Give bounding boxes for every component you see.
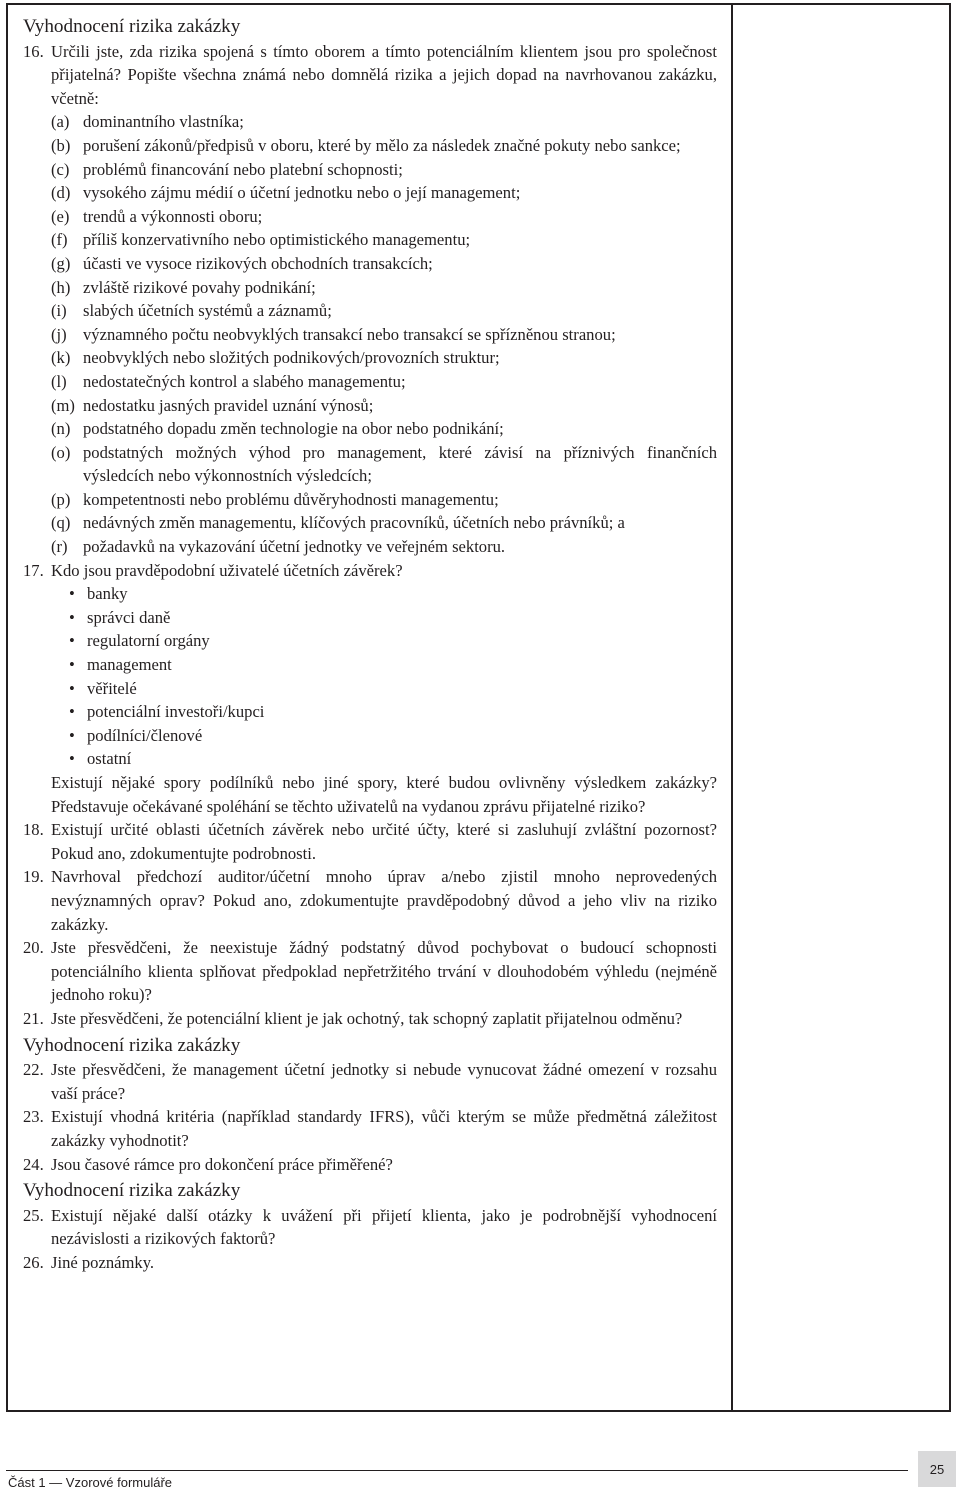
question-text: Existují určité oblasti účetních závěrek nebo určité účty, které si zasluhují zvláštní pozornost? Pokud ano, zdokumentujte podrobnosti. [51,820,717,863]
section-heading: Vyhodnocení rizika zakázky [23,16,241,37]
risk-item-label: (l) [51,371,67,391]
risk-list-item [51,346,717,370]
risk-item-text: slabých účetních systémů a záznamů; [83,301,332,321]
risk-list-item [51,110,717,134]
risk-item-label: (b) [51,135,71,155]
risk-item-label: (g) [51,253,71,273]
risk-item-text: nedostatku jasných pravidel uznání výnosů; [83,395,374,415]
risk-item-label: (r) [51,537,68,557]
question-19 [23,865,717,936]
risk-item-text: požadavků na vykazování účetní jednotky ve veřejném sektoru. [83,537,506,557]
section-heading: Vyhodnocení rizika zakázky [23,1180,241,1202]
risk-list-item [51,276,717,300]
user-item-text: management [87,655,172,675]
user-item-text: potenciální investoři/kupci [87,702,265,722]
user-list-item [69,653,717,677]
user-item-text: banky [87,584,128,604]
bullet-icon: • [69,631,75,651]
question-26 [23,1251,717,1275]
risk-list-item [51,417,717,441]
question-text: Jste přesvědčeni, že neexistuje žádný podstatný důvod pochybovat o budoucí schopnosti potenciálního klienta splňovat předpoklad nepřetržitého trvání v dlouhodobém výhledu (nejméně jednoho roku)? [51,938,717,1005]
risk-item-label: (d) [51,183,71,203]
question-number: 24. [23,1154,44,1174]
risk-item-label: (i) [51,301,67,321]
risk-item-label: (f) [51,230,68,250]
bullet-icon: • [69,749,75,769]
risk-list-item [51,228,717,252]
question-24 [23,1153,717,1177]
risk-list-item [51,323,717,347]
risk-item-label: (q) [51,513,71,533]
user-list-item [69,606,717,630]
user-item-text: správci daně [87,607,171,627]
bullet-icon: • [69,678,75,698]
risk-list-item [51,394,717,418]
risk-item-text: nedostatečných kontrol a slabého managementu; [83,371,406,391]
footer-section-label: Část 1 — Vzorové formuláře [8,1475,173,1490]
question-text: Kdo jsou pravděpodobní uživatelé účetních závěrek? [51,560,403,580]
question-23 [23,1105,717,1152]
risk-list-item [51,181,717,205]
column-divider [731,3,733,1412]
user-item-text: podílníci/členové [87,725,203,745]
risk-list-item [51,488,717,512]
risk-item-label: (n) [51,419,71,439]
question-text: Navrhoval předchozí auditor/účetní mnoho úprav a/nebo zjistil mnoho neprovedených nevýznamných oprav? Pokud ano, zdokumentujte pravděpodobný důvod a jeho vliv na riziko zakázky. [51,867,717,934]
question-20 [23,936,717,1007]
question-number: 23. [23,1107,44,1127]
question-number: 21. [23,1008,44,1028]
user-list-item [69,582,717,606]
risk-item-text: významného počtu neobvyklých transakcí nebo transakcí se spřízněnou stranou; [83,324,616,344]
risk-list [23,110,717,558]
user-list-item [69,677,717,701]
risk-item-text: kompetentnosti nebo problému důvěryhodnosti managementu; [83,489,499,509]
user-list-item [69,629,717,653]
question-text: Jste přesvědčeni, že potenciální klient je jak ochotný, tak schopný zaplatit přijatelnou odměnu? [51,1008,683,1028]
question-16 [23,40,717,111]
question-text: Jste přesvědčeni, že management účetní jednotky si nebude vynucovat žádné omezení v rozsahu vaší práce? [51,1060,717,1103]
risk-item-label: (c) [51,159,70,179]
risk-list-item [51,511,717,535]
question-number: 25. [23,1205,44,1225]
users-list [23,582,717,771]
user-item-text: věřitelé [87,678,137,698]
question-17-followup: Existují nějaké spory podílníků nebo jiné spory, které budou ovlivněny výsledkem zakázky? Představuje očekávané spoléhání se těchto uživatelů na vydanou zprávu přijatelné riziko? [51,773,717,816]
question-text: Určili jste, zda rizika spojená s tímto oborem a tímto potenciálním klientem jsou pro společnost přijatelná? Popište všechna známá nebo domnělá rizika a jejich dopad na navrhovanou zakázku, včetně: [51,41,717,108]
bullet-icon: • [69,607,75,627]
section-heading: Vyhodnocení rizika zakázky [23,1034,241,1056]
bullet-icon: • [69,702,75,722]
question-text: Existují vhodná kritéria (například standardy IFRS), vůči kterým se může předmětná záležitost zakázky vyhodnotit? [51,1107,717,1150]
question-number: 18. [23,820,44,840]
risk-item-label: (m) [51,395,75,415]
risk-item-text: podstatného dopadu změn technologie na obor nebo podnikání; [83,419,504,439]
bullet-icon: • [69,655,75,675]
risk-list-item [51,252,717,276]
risk-item-text: vysokého zájmu médií o účetní jednotku nebo o její management; [83,183,521,203]
question-25 [23,1204,717,1251]
risk-item-text: problémů financování nebo platební schopnosti; [83,159,403,179]
question-22 [23,1058,717,1105]
user-list-item [69,747,717,771]
risk-item-text: neobvyklých nebo složitých podnikových/provozních struktur; [83,348,500,368]
page-number: 25 [918,1451,956,1487]
question-number: 19. [23,867,44,887]
risk-item-label: (j) [51,324,67,344]
risk-item-text: příliš konzervativního nebo optimistického managementu; [83,230,471,250]
question-text: Jsou časové rámce pro dokončení práce přiměřené? [51,1154,393,1174]
risk-list-item [51,134,717,158]
question-text: Existují nějaké další otázky k uvážení při přijetí klienta, jako je podrobnější vyhodnocení nezávislosti a rizikových faktorů? [51,1205,717,1249]
user-item-text: ostatní [87,749,132,769]
question-number: 20. [23,938,44,958]
risk-item-label: (e) [51,206,70,226]
risk-list-item [51,535,717,559]
question-number: 26. [23,1252,44,1272]
question-21 [23,1007,717,1031]
risk-item-label: (o) [51,442,71,462]
risk-item-label: (a) [51,112,70,132]
user-list-item [69,700,717,724]
user-list-item [69,724,717,748]
risk-item-text: porušení zákonů/předpisů v oboru, které by mělo za následek značné pokuty nebo sankce; [83,135,681,155]
footer-rule [6,1470,908,1471]
question-18 [23,818,717,865]
form-content [23,12,717,1274]
risk-list-item [51,441,717,488]
risk-item-text: trendů a výkonnosti oboru; [83,206,263,226]
user-item-text: regulatorní orgány [87,631,210,651]
question-17 [23,559,717,583]
risk-item-label: (h) [51,277,71,297]
risk-item-text: zvláště rizikové povahy podnikání; [83,277,316,297]
risk-item-text: účasti ve vysoce rizikových obchodních transakcích; [83,253,433,273]
bullet-icon: • [69,584,75,604]
risk-list-item [51,205,717,229]
question-number: 16. [23,41,44,61]
risk-item-text: dominantního vlastníka; [83,112,244,132]
risk-item-text: nedávných změn managementu, klíčových pracovníků, účetních nebo právníků; a [83,513,625,533]
risk-item-text: podstatných možných výhod pro management, které závisí na příznivých finančních výsledcích nebo výkonnostních výsledcích; [83,442,717,486]
risk-item-label: (k) [51,348,71,368]
bullet-icon: • [69,725,75,745]
risk-list-item [51,299,717,323]
question-number: 17. [23,560,44,580]
question-text: Jiné poznámky. [51,1252,155,1272]
question-number: 22. [23,1060,44,1080]
risk-list-item [51,158,717,182]
risk-list-item [51,370,717,394]
risk-item-label: (p) [51,489,71,509]
